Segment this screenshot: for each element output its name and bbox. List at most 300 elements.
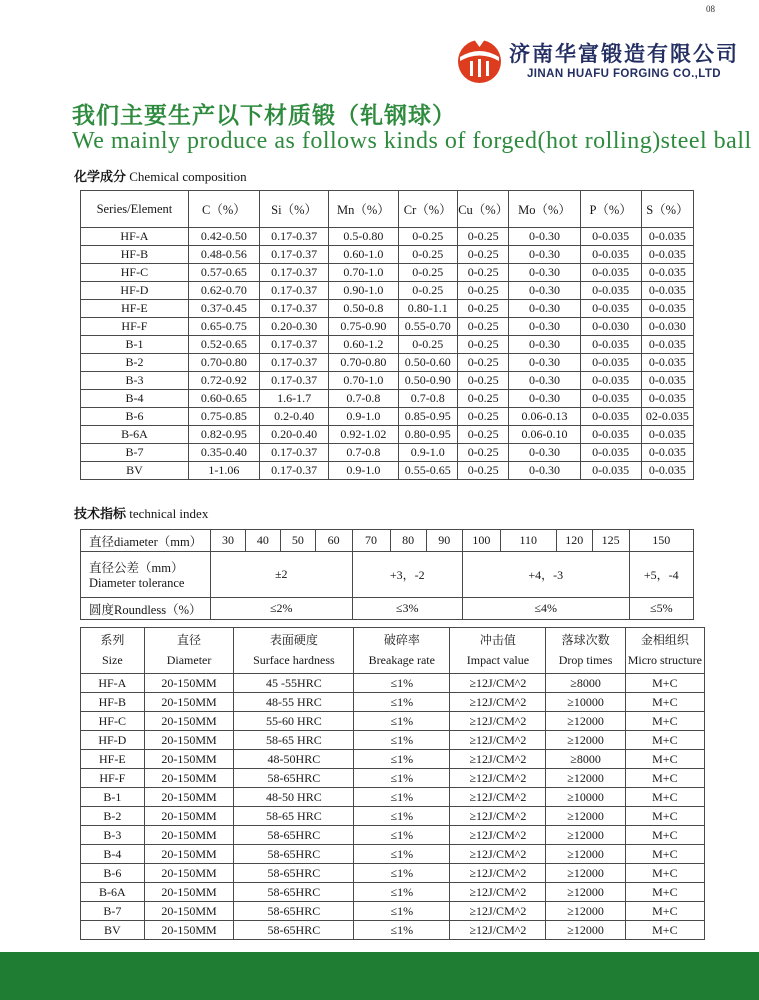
- spec-header-cn: 冲击值: [479, 633, 516, 648]
- chem-header-element: Cr（%）: [398, 191, 457, 228]
- spec-value-cell: ≥12J/CM^2: [450, 883, 546, 902]
- chem-value-cell: 0-0.30: [509, 246, 580, 264]
- chem-header-element: C（%）: [188, 191, 259, 228]
- chem-value-cell: 0-0.25: [457, 282, 508, 300]
- chemical-table-body: [81, 228, 694, 480]
- chem-value-cell: 0-0.25: [398, 282, 457, 300]
- footer-bar: [0, 952, 759, 1000]
- diameter-value-cell: 125: [592, 530, 629, 552]
- spec-value-cell: 58-65HRC: [234, 883, 354, 902]
- spec-value-cell: M+C: [625, 826, 704, 845]
- chem-value-cell: 0-0.25: [457, 318, 508, 336]
- chem-value-cell: 0.60-1.2: [329, 336, 398, 354]
- chem-value-cell: 0.9-1.0: [329, 408, 398, 426]
- spec-value-cell: ≥12J/CM^2: [450, 902, 546, 921]
- spec-value-cell: 20-150MM: [144, 674, 234, 693]
- spec-series-cell: B-6: [81, 864, 145, 883]
- section-chemical-cn: 化学成分: [74, 170, 127, 185]
- spec-value-cell: 20-150MM: [144, 845, 234, 864]
- diameter-value-cell: 90: [426, 530, 462, 552]
- chem-value-cell: 1-1.06: [188, 462, 259, 480]
- chem-series-cell: B-6A: [81, 426, 189, 444]
- spec-header-cn: 金相组织: [640, 633, 689, 648]
- spec-value-cell: 20-150MM: [144, 693, 234, 712]
- spec-header-en: Micro structure: [627, 652, 702, 667]
- spec-series-cell: B-7: [81, 902, 145, 921]
- chem-value-cell: 0.06-0.10: [509, 426, 580, 444]
- spec-value-cell: 58-65HRC: [234, 921, 354, 940]
- chem-value-cell: 0-0.035: [580, 408, 641, 426]
- chem-value-cell: 0.75-0.90: [329, 318, 398, 336]
- company-brand: [458, 40, 739, 83]
- spec-value-cell: ≥8000: [546, 674, 625, 693]
- chem-value-cell: 0.62-0.70: [188, 282, 259, 300]
- chem-series-cell: HF-D: [81, 282, 189, 300]
- chem-value-cell: 0-0.035: [641, 444, 693, 462]
- chem-header-element: S（%）: [641, 191, 693, 228]
- chem-value-cell: 0-0.035: [580, 264, 641, 282]
- chem-value-cell: 0-0.035: [641, 282, 693, 300]
- chem-value-cell: 0-0.030: [641, 318, 693, 336]
- chem-value-cell: 0-0.25: [457, 390, 508, 408]
- chem-value-cell: 0.7-0.8: [398, 390, 457, 408]
- spec-value-cell: 20-150MM: [144, 807, 234, 826]
- chem-value-cell: 0-0.035: [580, 282, 641, 300]
- spec-value-cell: ≥12000: [546, 864, 625, 883]
- chem-header-element: Mn（%）: [329, 191, 398, 228]
- spec-value-cell: ≥12000: [546, 883, 625, 902]
- spec-value-cell: ≥12000: [546, 731, 625, 750]
- spec-table-row: [81, 902, 705, 921]
- chem-value-cell: 0-0.25: [398, 246, 457, 264]
- spec-value-cell: ≤1%: [354, 674, 450, 693]
- spec-value-cell: ≥10000: [546, 788, 625, 807]
- spec-header-cell: [144, 628, 234, 674]
- spec-header-en: Size: [101, 652, 123, 667]
- spec-header-en: Surface hardness: [253, 652, 335, 667]
- spec-value-cell: ≥12J/CM^2: [450, 769, 546, 788]
- spec-table-row: [81, 883, 705, 902]
- spec-value-cell: ≥10000: [546, 693, 625, 712]
- spec-header-cn: 直径: [177, 633, 202, 648]
- chem-series-cell: B-1: [81, 336, 189, 354]
- spec-value-cell: ≥12J/CM^2: [450, 921, 546, 940]
- spec-value-cell: ≥12J/CM^2: [450, 731, 546, 750]
- spec-header-en: Impact value: [466, 652, 530, 667]
- chem-value-cell: 0-0.035: [580, 354, 641, 372]
- spec-series-cell: HF-D: [81, 731, 145, 750]
- roundness-value-cell: ≤2%: [210, 598, 352, 620]
- chem-table-row: [81, 372, 694, 390]
- spec-table-row: [81, 788, 705, 807]
- spec-value-cell: M+C: [625, 674, 704, 693]
- spec-value-cell: ≥12000: [546, 902, 625, 921]
- spec-header-en: Diameter: [166, 652, 212, 667]
- chem-value-cell: 0.70-0.80: [329, 354, 398, 372]
- chem-value-cell: 0-0.035: [641, 264, 693, 282]
- chem-series-cell: B-7: [81, 444, 189, 462]
- spec-value-cell: ≥12J/CM^2: [450, 807, 546, 826]
- spec-value-cell: ≥12000: [546, 769, 625, 788]
- spec-table-row: [81, 864, 705, 883]
- section-chemical-en: Chemical composition: [129, 169, 247, 184]
- spec-header-cn: 破碎率: [383, 633, 420, 648]
- chem-value-cell: 0-0.25: [457, 372, 508, 390]
- chem-value-cell: 02-0.035: [641, 408, 693, 426]
- spec-value-cell: ≤1%: [354, 731, 450, 750]
- spec-value-cell: 20-150MM: [144, 826, 234, 845]
- chem-series-cell: HF-B: [81, 246, 189, 264]
- chem-value-cell: 0.17-0.37: [259, 336, 328, 354]
- roundness-value-cell: ≤3%: [352, 598, 462, 620]
- spec-series-cell: B-2: [81, 807, 145, 826]
- chem-series-cell: HF-F: [81, 318, 189, 336]
- spec-value-cell: M+C: [625, 807, 704, 826]
- chem-table-row: [81, 228, 694, 246]
- spec-value-cell: 58-65HRC: [234, 769, 354, 788]
- spec-value-cell: ≤1%: [354, 712, 450, 731]
- spec-series-cell: HF-C: [81, 712, 145, 731]
- chem-value-cell: 0.9-1.0: [398, 444, 457, 462]
- spec-table-row: [81, 921, 705, 940]
- spec-value-cell: M+C: [625, 883, 704, 902]
- chem-value-cell: 0-0.25: [398, 264, 457, 282]
- spec-value-cell: 48-55 HRC: [234, 693, 354, 712]
- chem-value-cell: 0.7-0.8: [329, 444, 398, 462]
- chem-value-cell: 0.72-0.92: [188, 372, 259, 390]
- spec-value-cell: ≥12000: [546, 807, 625, 826]
- spec-series-cell: HF-F: [81, 769, 145, 788]
- chem-table-row: [81, 462, 694, 480]
- diameter-value-cell: 50: [280, 530, 315, 552]
- chem-value-cell: 0.82-0.95: [188, 426, 259, 444]
- company-name-cn: 济南华富锻造有限公司: [509, 41, 739, 66]
- spec-value-cell: ≥12000: [546, 921, 625, 940]
- chem-table-row: [81, 444, 694, 462]
- chem-value-cell: 0.70-0.80: [188, 354, 259, 372]
- chem-value-cell: 0.70-1.0: [329, 372, 398, 390]
- chem-value-cell: 0.37-0.45: [188, 300, 259, 318]
- chem-value-cell: 0.35-0.40: [188, 444, 259, 462]
- chem-value-cell: 0-0.25: [457, 264, 508, 282]
- chem-value-cell: 0.65-0.75: [188, 318, 259, 336]
- page-title-cn: 我们主要生产以下材质锻（轧钢球）: [72, 103, 456, 129]
- chem-value-cell: 0.2-0.40: [259, 408, 328, 426]
- diameter-row: [81, 530, 694, 552]
- spec-value-cell: M+C: [625, 769, 704, 788]
- spec-value-cell: ≥12000: [546, 712, 625, 731]
- spec-header-cell: [354, 628, 450, 674]
- chem-value-cell: 0.60-1.0: [329, 246, 398, 264]
- chem-value-cell: 0-0.30: [509, 318, 580, 336]
- chem-value-cell: 0.17-0.37: [259, 264, 328, 282]
- spec-table-row: [81, 769, 705, 788]
- chem-value-cell: 0-0.30: [509, 264, 580, 282]
- diameter-value-cell: 150: [629, 530, 693, 552]
- chem-value-cell: 0.70-1.0: [329, 264, 398, 282]
- tolerance-label-en: Diameter tolerance: [89, 576, 185, 590]
- chem-series-cell: HF-C: [81, 264, 189, 282]
- chem-table-row: [81, 408, 694, 426]
- spec-table-row: [81, 712, 705, 731]
- chem-value-cell: 0.80-0.95: [398, 426, 457, 444]
- spec-series-cell: HF-E: [81, 750, 145, 769]
- chem-value-cell: 0-0.035: [641, 246, 693, 264]
- chem-value-cell: 0.50-0.8: [329, 300, 398, 318]
- chem-value-cell: 0.75-0.85: [188, 408, 259, 426]
- section-technical-cn: 技术指标: [74, 507, 127, 522]
- chem-value-cell: 0.17-0.37: [259, 282, 328, 300]
- spec-series-cell: B-6A: [81, 883, 145, 902]
- spec-header-en: Drop times: [558, 652, 613, 667]
- spec-series-cell: HF-B: [81, 693, 145, 712]
- chem-value-cell: 0-0.25: [457, 246, 508, 264]
- chem-table-row: [81, 246, 694, 264]
- chem-value-cell: 0-0.25: [457, 408, 508, 426]
- chem-value-cell: 0-0.035: [580, 336, 641, 354]
- chem-value-cell: 0.20-0.40: [259, 426, 328, 444]
- chem-value-cell: 0-0.035: [580, 390, 641, 408]
- chem-value-cell: 0.80-1.1: [398, 300, 457, 318]
- chem-header-series: Series/Element: [81, 191, 189, 228]
- chem-series-cell: BV: [81, 462, 189, 480]
- diameter-value-cell: 110: [500, 530, 556, 552]
- chem-header-element: Si（%）: [259, 191, 328, 228]
- diameter-label: 直径diameter（mm）: [81, 530, 211, 552]
- spec-header-cn: 系列: [100, 633, 125, 648]
- spec-value-cell: 20-150MM: [144, 788, 234, 807]
- section-technical-en: technical index: [129, 506, 209, 521]
- chem-value-cell: 0-0.035: [580, 426, 641, 444]
- spec-value-cell: 20-150MM: [144, 921, 234, 940]
- spec-value-cell: ≥12000: [546, 845, 625, 864]
- chem-value-cell: 0-0.25: [457, 444, 508, 462]
- chem-value-cell: 0-0.25: [457, 426, 508, 444]
- spec-value-cell: ≤1%: [354, 750, 450, 769]
- chem-value-cell: 0.17-0.37: [259, 444, 328, 462]
- roundness-row: [81, 598, 694, 620]
- spec-value-cell: 20-150MM: [144, 883, 234, 902]
- spec-value-cell: ≤1%: [354, 864, 450, 883]
- chem-value-cell: 0.50-0.90: [398, 372, 457, 390]
- spec-table-row: [81, 807, 705, 826]
- chem-series-cell: B-3: [81, 372, 189, 390]
- spec-value-cell: M+C: [625, 750, 704, 769]
- spec-value-cell: M+C: [625, 693, 704, 712]
- spec-value-cell: 20-150MM: [144, 902, 234, 921]
- spec-value-cell: M+C: [625, 902, 704, 921]
- chem-value-cell: 0.17-0.37: [259, 462, 328, 480]
- chem-table-row: [81, 336, 694, 354]
- chem-value-cell: 0-0.25: [457, 462, 508, 480]
- chem-value-cell: 0.55-0.65: [398, 462, 457, 480]
- chem-value-cell: 0.17-0.37: [259, 228, 328, 246]
- tolerance-label-cn: 直径公差（mm）: [89, 561, 184, 575]
- chem-value-cell: 0-0.035: [641, 390, 693, 408]
- spec-table-row: [81, 731, 705, 750]
- specification-table: [80, 627, 705, 940]
- spec-value-cell: ≥12J/CM^2: [450, 693, 546, 712]
- chem-table-row: [81, 426, 694, 444]
- spec-table-row: [81, 826, 705, 845]
- spec-value-cell: ≤1%: [354, 902, 450, 921]
- spec-value-cell: ≥12J/CM^2: [450, 826, 546, 845]
- diameter-value-cell: 120: [556, 530, 592, 552]
- spec-header-cell: [450, 628, 546, 674]
- spec-value-cell: 48-50HRC: [234, 750, 354, 769]
- roundness-value-cell: ≤4%: [462, 598, 629, 620]
- section-label-chemical: [74, 166, 247, 185]
- spec-series-cell: HF-A: [81, 674, 145, 693]
- spec-value-cell: ≤1%: [354, 845, 450, 864]
- spec-value-cell: 20-150MM: [144, 750, 234, 769]
- chem-series-cell: HF-A: [81, 228, 189, 246]
- company-logo-icon: [458, 40, 501, 83]
- spec-value-cell: 20-150MM: [144, 731, 234, 750]
- tolerance-value-cell: +5，-4: [629, 552, 693, 598]
- chem-series-cell: HF-E: [81, 300, 189, 318]
- chemical-composition-table: [80, 190, 694, 480]
- tolerance-value-cell: +3，-2: [352, 552, 462, 598]
- spec-value-cell: ≥12J/CM^2: [450, 674, 546, 693]
- chem-header-element: Cu（%）: [457, 191, 508, 228]
- spec-value-cell: ≤1%: [354, 921, 450, 940]
- spec-value-cell: ≥12000: [546, 826, 625, 845]
- spec-header-cell: [625, 628, 704, 674]
- chem-value-cell: 0-0.25: [457, 228, 508, 246]
- spec-header-cell: [81, 628, 145, 674]
- spec-value-cell: 58-65 HRC: [234, 731, 354, 750]
- spec-value-cell: ≤1%: [354, 807, 450, 826]
- spec-value-cell: M+C: [625, 921, 704, 940]
- spec-value-cell: 58-65HRC: [234, 826, 354, 845]
- spec-value-cell: ≥12J/CM^2: [450, 845, 546, 864]
- spec-value-cell: 58-65HRC: [234, 902, 354, 921]
- spec-header-cn: 落球次数: [561, 633, 610, 648]
- spec-header-cell: [234, 628, 354, 674]
- spec-table-row: [81, 674, 705, 693]
- spec-value-cell: M+C: [625, 845, 704, 864]
- spec-table-row: [81, 845, 705, 864]
- spec-table-body: [81, 674, 705, 940]
- chem-value-cell: 0.06-0.13: [509, 408, 580, 426]
- chem-value-cell: 0.17-0.37: [259, 354, 328, 372]
- chem-value-cell: 0.48-0.56: [188, 246, 259, 264]
- chem-header-element: Mo（%）: [509, 191, 580, 228]
- chem-value-cell: 0-0.30: [509, 354, 580, 372]
- spec-value-cell: 58-65HRC: [234, 864, 354, 883]
- diameter-value-cell: 60: [315, 530, 352, 552]
- chem-value-cell: 0-0.30: [509, 372, 580, 390]
- chem-value-cell: 0-0.035: [641, 354, 693, 372]
- spec-value-cell: 58-65 HRC: [234, 807, 354, 826]
- chem-value-cell: 0-0.25: [398, 336, 457, 354]
- chem-value-cell: 0-0.30: [509, 282, 580, 300]
- spec-header-en: Breakage rate: [368, 652, 435, 667]
- chem-value-cell: 0.5-0.80: [329, 228, 398, 246]
- chem-value-cell: 0-0.035: [580, 300, 641, 318]
- chem-value-cell: 0-0.035: [580, 246, 641, 264]
- chem-value-cell: 0-0.035: [580, 372, 641, 390]
- roundness-label: 圆度Roundless（%）: [81, 598, 211, 620]
- chem-value-cell: 0-0.25: [398, 228, 457, 246]
- chem-value-cell: 0-0.035: [641, 372, 693, 390]
- spec-value-cell: ≤1%: [354, 693, 450, 712]
- spec-value-cell: 20-150MM: [144, 712, 234, 731]
- spec-value-cell: 20-150MM: [144, 769, 234, 788]
- roundness-value-cell: ≤5%: [629, 598, 693, 620]
- spec-series-cell: B-3: [81, 826, 145, 845]
- chem-table-row: [81, 282, 694, 300]
- spec-table-row: [81, 750, 705, 769]
- diameter-value-cell: 40: [245, 530, 280, 552]
- spec-value-cell: ≥12J/CM^2: [450, 864, 546, 883]
- chem-value-cell: 0-0.30: [509, 300, 580, 318]
- chem-value-cell: 0-0.035: [580, 462, 641, 480]
- spec-value-cell: 55-60 HRC: [234, 712, 354, 731]
- spec-value-cell: ≥12J/CM^2: [450, 788, 546, 807]
- chem-series-cell: B-4: [81, 390, 189, 408]
- chem-value-cell: 0-0.30: [509, 390, 580, 408]
- chem-value-cell: 0-0.25: [457, 354, 508, 372]
- chem-value-cell: 0-0.035: [580, 228, 641, 246]
- diameter-value-cell: 80: [390, 530, 426, 552]
- chem-value-cell: 0.42-0.50: [188, 228, 259, 246]
- page-title-en: We mainly produce as follows kinds of forged(hot rolling)steel ball: [72, 128, 752, 154]
- chem-value-cell: 0.17-0.37: [259, 300, 328, 318]
- chem-value-cell: 0.20-0.30: [259, 318, 328, 336]
- chem-value-cell: 0.17-0.37: [259, 246, 328, 264]
- chem-value-cell: 0-0.035: [641, 336, 693, 354]
- chem-value-cell: 0-0.30: [509, 336, 580, 354]
- diameter-value-cell: 30: [210, 530, 245, 552]
- company-names: [509, 43, 739, 80]
- spec-value-cell: 58-65HRC: [234, 845, 354, 864]
- chem-value-cell: 0.7-0.8: [329, 390, 398, 408]
- chem-table-row: [81, 354, 694, 372]
- diameter-value-cell: 100: [462, 530, 500, 552]
- chem-value-cell: 0.50-0.60: [398, 354, 457, 372]
- chem-value-cell: 0-0.035: [580, 444, 641, 462]
- chem-value-cell: 0-0.035: [641, 426, 693, 444]
- chem-value-cell: 0.90-1.0: [329, 282, 398, 300]
- spec-value-cell: ≤1%: [354, 769, 450, 788]
- spec-value-cell: M+C: [625, 864, 704, 883]
- chem-table-row: [81, 300, 694, 318]
- spec-header-cell: [546, 628, 625, 674]
- chem-table-row: [81, 264, 694, 282]
- chem-value-cell: 0.57-0.65: [188, 264, 259, 282]
- tolerance-row: [81, 552, 694, 598]
- chem-series-cell: B-2: [81, 354, 189, 372]
- chem-value-cell: 1.6-1.7: [259, 390, 328, 408]
- chem-value-cell: 0-0.30: [509, 228, 580, 246]
- chem-value-cell: 0-0.25: [457, 300, 508, 318]
- spec-value-cell: ≤1%: [354, 826, 450, 845]
- chem-value-cell: 0-0.035: [641, 228, 693, 246]
- diameter-value-cell: 70: [352, 530, 390, 552]
- spec-value-cell: ≥12J/CM^2: [450, 712, 546, 731]
- chem-header-element: P（%）: [580, 191, 641, 228]
- spec-series-cell: BV: [81, 921, 145, 940]
- spec-value-cell: ≤1%: [354, 883, 450, 902]
- chem-value-cell: 0-0.035: [641, 300, 693, 318]
- chem-series-cell: B-6: [81, 408, 189, 426]
- chem-value-cell: 0.92-1.02: [329, 426, 398, 444]
- spec-header-cn: 表面硬度: [269, 633, 318, 648]
- spec-value-cell: ≥8000: [546, 750, 625, 769]
- tolerance-label: [81, 552, 211, 598]
